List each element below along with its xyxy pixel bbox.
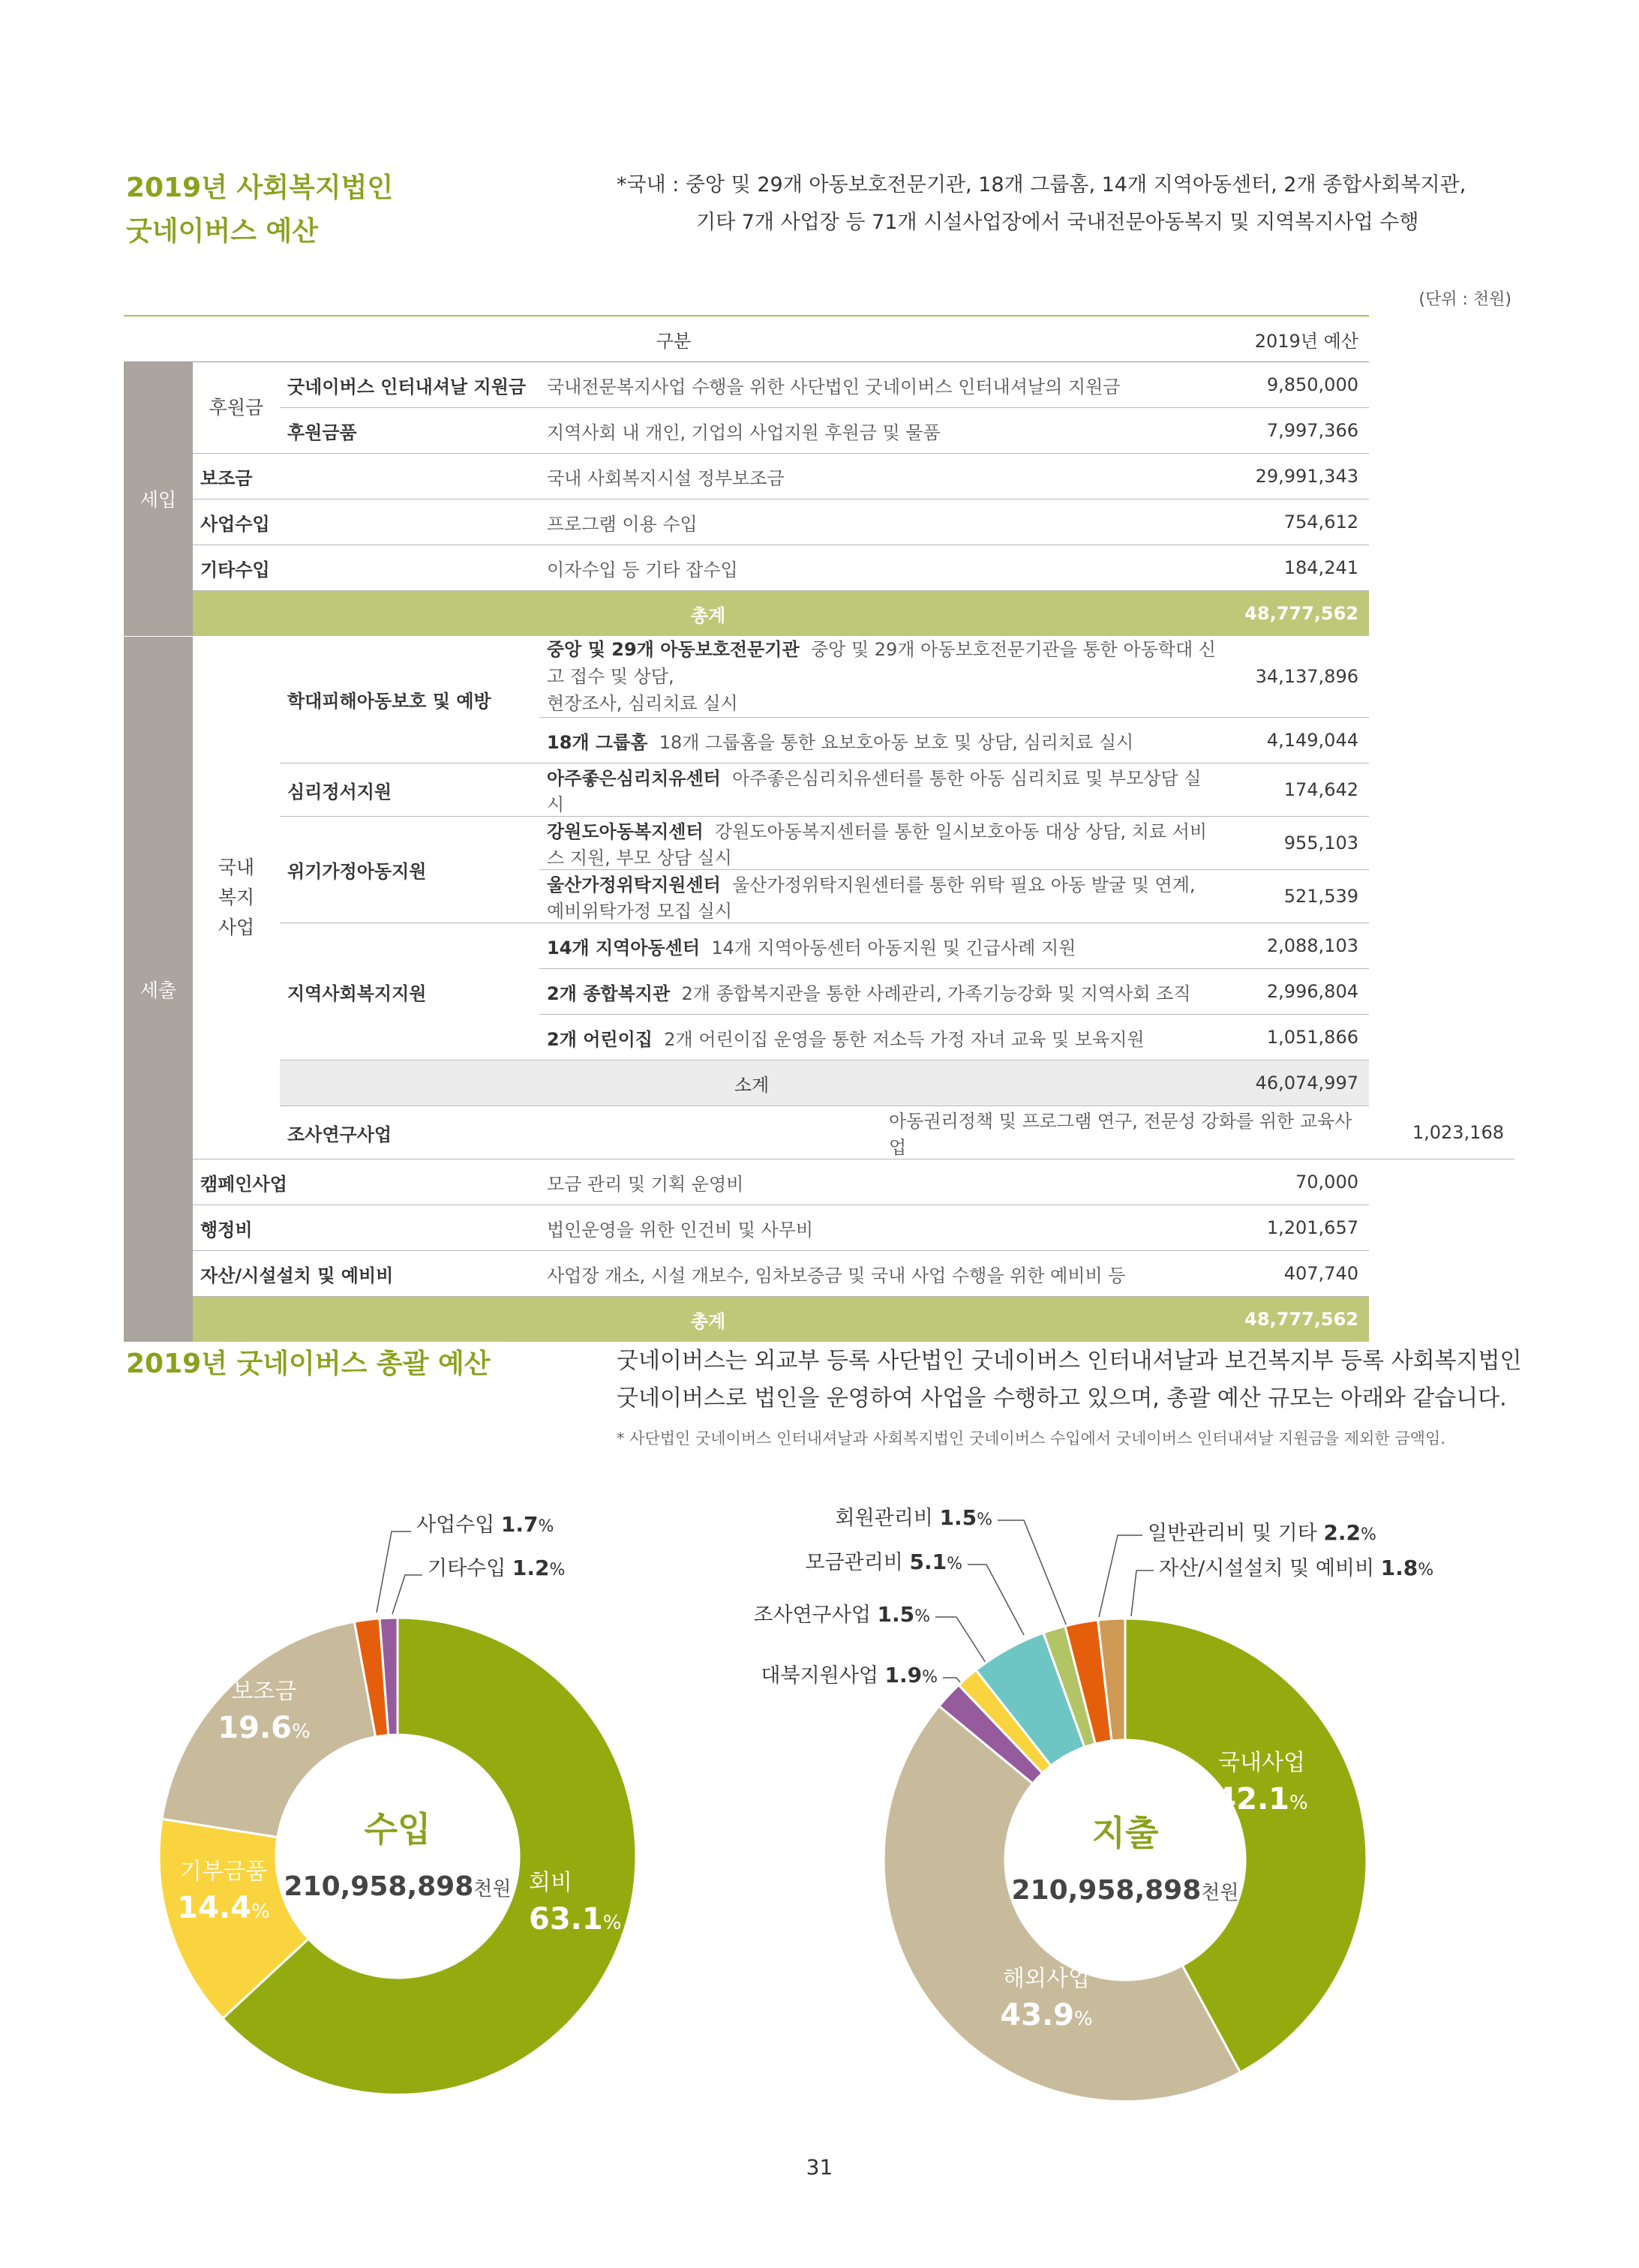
row-amount: 1,051,866 xyxy=(1223,1015,1369,1060)
chart0-center-title: 수입 xyxy=(364,1809,431,1850)
domestic-group-line1: 국내 xyxy=(218,856,255,878)
expense-side-label: 세출 xyxy=(124,636,193,1342)
chart0-leader-4 xyxy=(392,1575,422,1614)
expense-total-label: 총계 xyxy=(193,1297,1223,1342)
unit-label: (단위 : 천원) xyxy=(1418,290,1511,309)
row-amount: 174,642 xyxy=(1223,764,1369,817)
chart0-slice-1-label: 기부금품 14.4% xyxy=(177,1858,270,1925)
row-bold: 2개 종합복지관 xyxy=(547,982,671,1004)
chart0-slice-3-label: 사업수입 1.7% xyxy=(416,1512,554,1537)
chart1-leader-3 xyxy=(935,1617,987,1665)
chart0-slice-2-label: 보조금 19.6% xyxy=(218,1678,311,1745)
income-total-amount: 48,777,562 xyxy=(1223,591,1369,637)
row-desc-text: 아주좋은심리치유센터를 통한 아동 심리치료 및 부모상담 실시 xyxy=(547,768,1202,815)
overall-para-line2: 굿네이버스로 법인을 운영하여 사업을 수행하고 있으며, 총괄 예산 규모는 아래와 같습니다. xyxy=(617,1385,1507,1412)
row-amount: 754,612 xyxy=(1223,500,1369,545)
domestic-group-line3: 사업 xyxy=(218,916,255,938)
row-bold: 아주좋은심리치유센터 xyxy=(547,768,721,789)
row-amount: 70,000 xyxy=(1223,1160,1369,1205)
row-desc: 국내전문복지사업 수행을 위한 사단법인 굿네이버스 인터내셔날의 지원금 xyxy=(539,362,1223,408)
community-label: 지역사회복지지원 xyxy=(280,923,539,1060)
row-item: 행정비 xyxy=(193,1205,539,1251)
chart1-slice-1-label: 해외사업 43.9% xyxy=(1000,1966,1093,2032)
income-total-label: 총계 xyxy=(193,591,1223,637)
row-desc-text: 2개 종합복지관을 통한 사례관리, 가족기능강화 및 지역사회 조직 xyxy=(681,982,1191,1004)
page-number: 31 xyxy=(806,2155,833,2180)
row-amount: 9,850,000 xyxy=(1223,362,1369,408)
row-amount: 1,201,657 xyxy=(1223,1205,1369,1251)
budget-note-line1: *국내 : 중앙 및 29개 아동보호전문기관, 18개 그룹홈, 14개 지역아동센터, 2개 종합사회복지관, xyxy=(617,173,1466,196)
row-amount: 2,088,103 xyxy=(1223,923,1369,969)
crisis-label: 위기가정아동지원 xyxy=(280,817,539,923)
domestic-group-line2: 복지 xyxy=(218,886,255,908)
row-item: 자산/시설설치 및 예비비 xyxy=(193,1251,539,1297)
chart1-leader-4 xyxy=(968,1564,1024,1635)
row-item: 캠페인사업 xyxy=(193,1160,539,1205)
row-desc: 모금 관리 및 기획 운영비 xyxy=(539,1160,1223,1205)
row-desc: 사업장 개소, 시설 개보수, 임차보증금 및 국내 사업 수행을 위한 예비비 등 xyxy=(539,1251,1223,1297)
subtotal-amount: 46,074,997 xyxy=(1223,1060,1369,1106)
budget-note-line2: 기타 7개 사업장 등 71개 시설사업장에서 국내전문아동복지 및 지역복지사업 수행 xyxy=(696,211,1419,234)
row-desc: 프로그램 이용 수입 xyxy=(539,500,1223,545)
row-item: 기타수입 xyxy=(193,545,539,591)
overall-title: 2019년 굿네이버스 총괄 예산 xyxy=(126,1348,491,1379)
chart1-slice-6-label: 일반관리비 및 기타 2.2% xyxy=(1148,1520,1376,1545)
row-item: 보조금 xyxy=(193,454,539,500)
chart1-slice-7-label: 자산/시설설치 및 예비비 1.8% xyxy=(1159,1556,1434,1580)
chart1-slice-4-label: 모금관리비 5.1% xyxy=(805,1550,962,1574)
expense-total-amount: 48,777,562 xyxy=(1223,1297,1369,1342)
row-item: 조사연구사업 xyxy=(280,1106,881,1160)
row-desc: 법인운영을 위한 인건비 및 사무비 xyxy=(539,1205,1223,1251)
row-amount: 521,539 xyxy=(1223,870,1369,923)
chart1-slice-2-label: 대북지원사업 1.9% xyxy=(761,1663,938,1688)
chart1-slice-0-label: 국내사업 42.1% xyxy=(1215,1750,1308,1816)
chart0-slice-0-label: 회비 63.1% xyxy=(529,1870,622,1936)
chart0-slice-4-label: 기타수입 1.2% xyxy=(428,1556,566,1580)
row-amount: 407,740 xyxy=(1223,1251,1369,1297)
row-desc-text: 울산가정위탁지원센터를 통한 위탁 필요 아동 발굴 및 연계, 예비위탁가정 모집 실시 xyxy=(547,874,1196,922)
row-amount: 34,137,896 xyxy=(1223,636,1369,718)
chart0-center-total: 210,958,898천원 xyxy=(284,1871,512,1902)
row-item: 사업수입 xyxy=(193,500,539,545)
chart1-center-total: 210,958,898천원 xyxy=(1011,1875,1239,1906)
budget-title-line2: 굿네이버스 예산 xyxy=(126,216,318,247)
budget-title-line1: 2019년 사회복지법인 xyxy=(126,172,394,203)
chart0-leader-3 xyxy=(377,1532,411,1612)
header-amount: 2019년 예산 xyxy=(1223,316,1369,362)
row-amount: 184,241 xyxy=(1223,545,1369,591)
row-bold: 18개 그룹홈 xyxy=(547,731,648,753)
row-amount: 4,149,044 xyxy=(1223,718,1369,764)
chart1-center-title: 지출 xyxy=(1091,1813,1159,1853)
row-desc: 국내 사회복지시설 정부보조금 xyxy=(539,454,1223,500)
chart1-leader-5 xyxy=(998,1520,1067,1626)
row-bold: 14개 지역아동센터 xyxy=(547,937,701,958)
chart1-slice-3-label: 조사연구사업 1.5% xyxy=(753,1602,930,1627)
abuse-label: 학대피해아동보호 및 예방 xyxy=(280,636,539,764)
row-desc-text: 강원도아동복지센터를 통한 일시보호아동 대상 상담, 치료 서비스 지원, 부모 상담 실시 xyxy=(547,821,1208,868)
row-desc: 아동권리정책 및 프로그램 연구, 전문성 강화를 위한 교육사업 xyxy=(881,1106,1369,1160)
subtotal-label: 소계 xyxy=(280,1060,1223,1106)
row-amount: 2,996,804 xyxy=(1223,969,1369,1015)
row-amount: 7,997,366 xyxy=(1223,408,1369,454)
chart1-slice-5-label: 회원관리비 1.5% xyxy=(835,1505,992,1530)
row-desc-text: 14개 지역아동센터 아동지원 및 긴급사례 지원 xyxy=(711,937,1076,958)
header-category: 구분 xyxy=(124,316,1223,362)
row-bold: 중앙 및 29개 아동보호전문기관 xyxy=(547,639,800,660)
income-side-label: 세입 xyxy=(124,362,193,637)
psych-label: 심리정서지원 xyxy=(280,764,539,817)
row-bold: 울산가정위탁지원센터 xyxy=(547,874,721,896)
row-desc-line1: 중앙 및 29개 아동보호전문기관을 통한 아동학대 신고 접수 및 상담, xyxy=(547,639,1216,687)
chart1-leader-7 xyxy=(1131,1570,1154,1616)
row-amount: 29,991,343 xyxy=(1223,454,1369,500)
row-amount: 1,023,168 xyxy=(1369,1106,1514,1160)
row-desc: 지역사회 내 개인, 기업의 사업지원 후원금 및 물품 xyxy=(539,408,1223,454)
row-desc-line2: 현장조사, 심리치료 실시 xyxy=(547,693,738,714)
row-item: 굿네이버스 인터내셔날 지원금 xyxy=(280,362,539,408)
row-desc-text: 18개 그룹홈을 통한 요보호아동 보호 및 상담, 심리치료 실시 xyxy=(659,731,1134,753)
row-bold: 강원도아동복지센터 xyxy=(547,821,704,842)
overall-footnote: * 사단법인 굿네이버스 인터내셔날과 사회복지법인 굿네이버스 수입에서 굿네이버스 인터내셔날 지원금을 제외한 금액임. xyxy=(617,1430,1445,1448)
overall-para-line1: 굿네이버스는 외교부 등록 사단법인 굿네이버스 인터내셔날과 보건복지부 등록 사회복지법인 xyxy=(617,1348,1522,1374)
row-item: 후원금품 xyxy=(280,408,539,454)
row-desc: 이자수입 등 기타 잡수입 xyxy=(539,545,1223,591)
donation-group-label: 후원금 xyxy=(193,362,280,454)
row-desc-text: 2개 어린이집 운영을 통한 저소득 가정 자녀 교육 및 보육지원 xyxy=(664,1028,1145,1050)
row-bold: 2개 어린이집 xyxy=(547,1028,653,1050)
row-amount: 955,103 xyxy=(1223,817,1369,870)
